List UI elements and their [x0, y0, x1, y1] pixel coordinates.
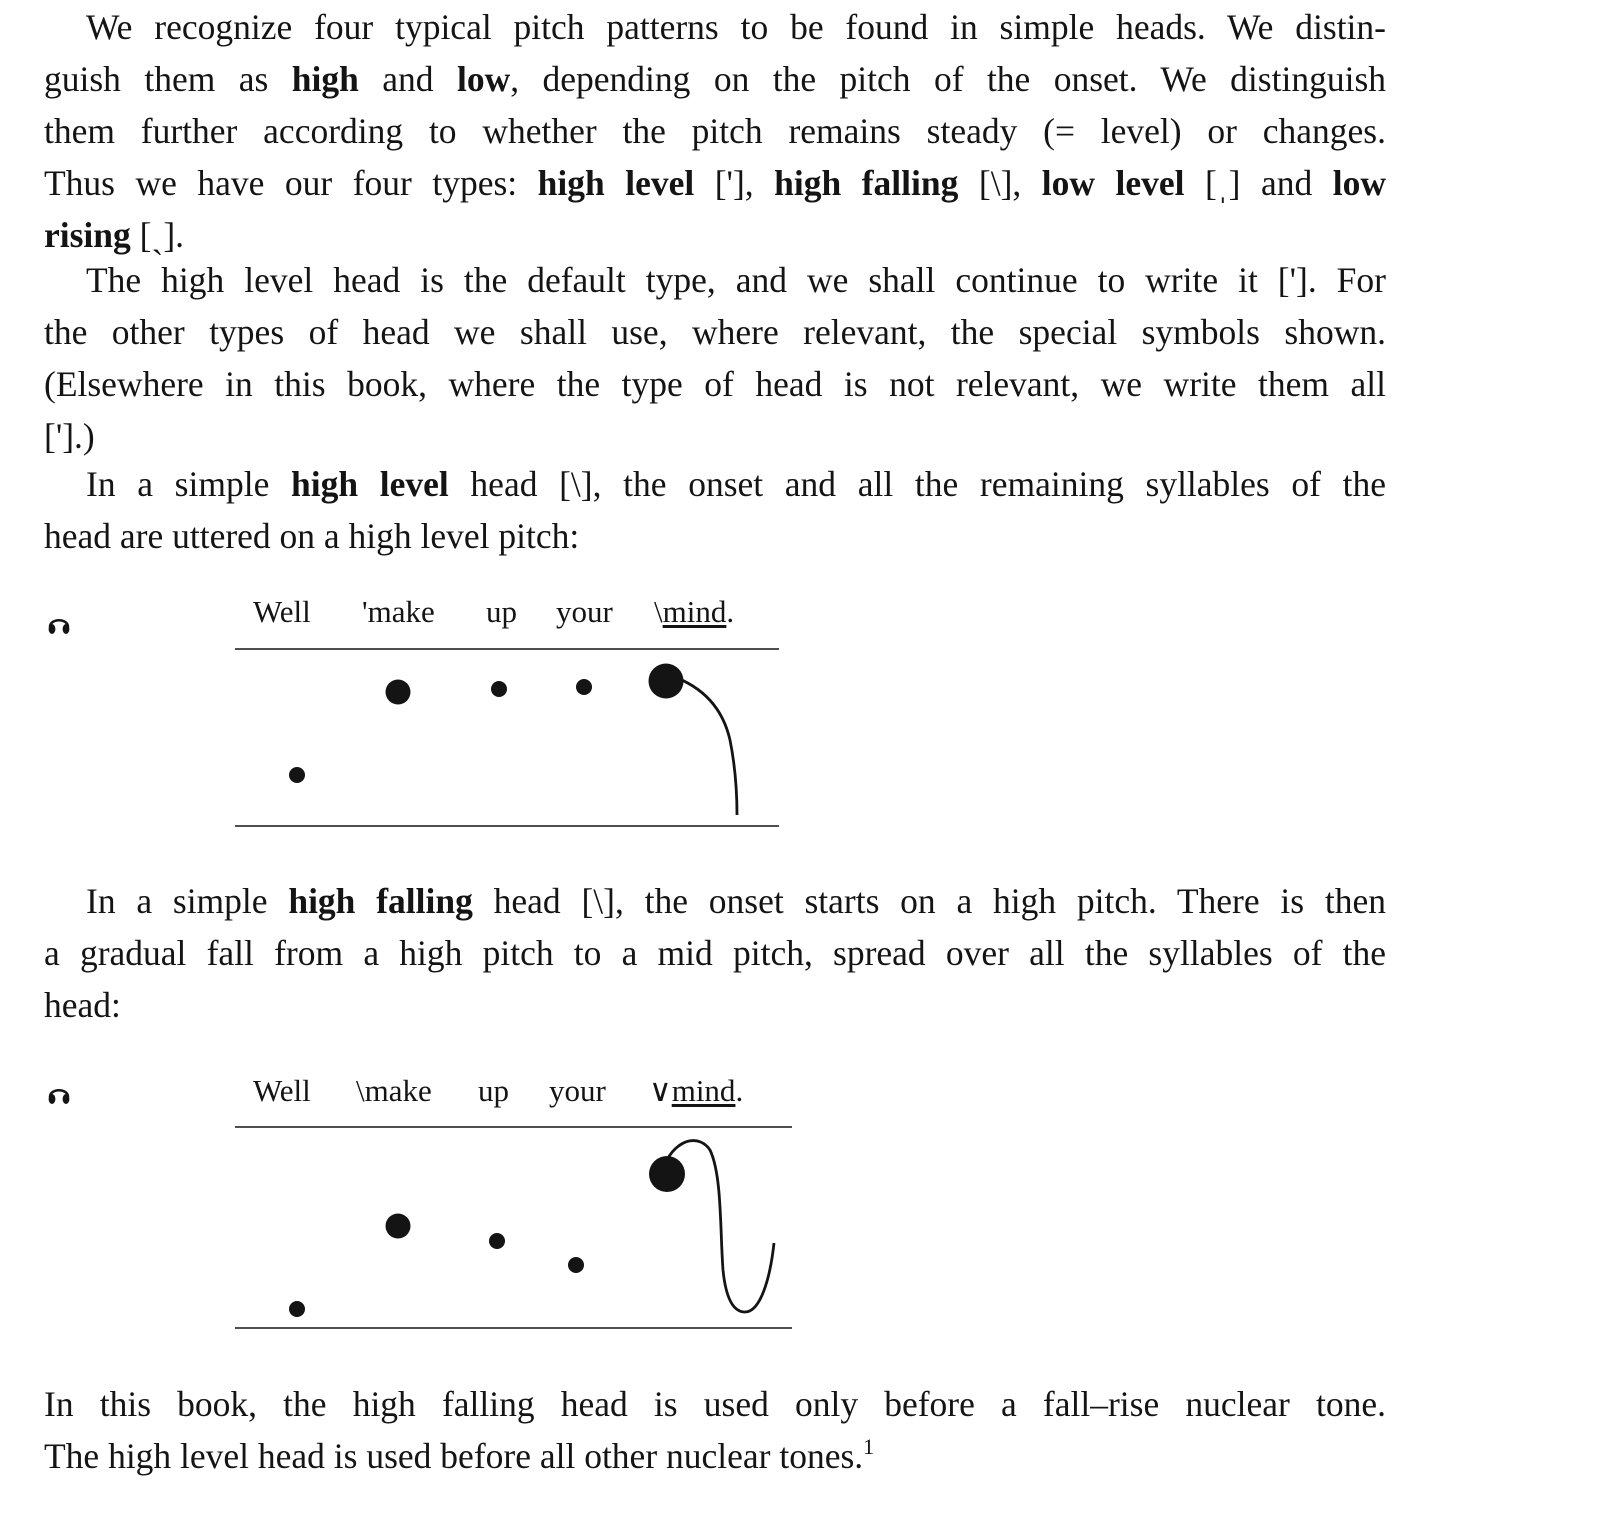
nucleus-word: [649, 1073, 743, 1109]
syllable-word: Well: [253, 1073, 311, 1108]
syllable-word: your: [556, 594, 613, 629]
text-line: a gradual fall from a high pitch to a mid pitch, spread over all the syllables of the: [44, 933, 1386, 973]
pitch-dot-unstressed: [576, 679, 592, 695]
text-line: The high level head is used before all other nuclear tones.$^1$: [44, 1434, 875, 1476]
tone-mark: \: [654, 594, 663, 629]
pitch-dot-unstressed: [489, 1233, 505, 1249]
text-line: head:: [44, 985, 121, 1025]
pitch-dot-nucleus: [649, 1156, 685, 1192]
paragraph-default-head: [44, 254, 1386, 462]
text-line: ['].): [44, 416, 95, 456]
syllable-word: 'make: [362, 594, 435, 629]
paragraph-high-level-head: [44, 458, 1386, 562]
nucleus-word: [654, 594, 734, 630]
paragraph-high-falling-head: [44, 875, 1386, 1031]
pitch-dot-unstressed: [289, 1301, 305, 1317]
pitch-dot-unstressed: [568, 1257, 584, 1273]
text-line: The high level head is the default type, and we shall continue to write it [']. For: [86, 260, 1386, 300]
text-line: the other types of head we shall use, where relevant, the special symbols shown.: [44, 312, 1386, 352]
syllable-word: up: [478, 1073, 509, 1108]
paragraph-usage-note: [44, 1378, 1386, 1482]
text-line: We recognize four typical pitch patterns to be found in simple heads. We distin-: [86, 7, 1386, 47]
nucleus-syllable: mind: [662, 594, 727, 629]
punctuation: .: [735, 1073, 744, 1108]
headphones-icon[interactable]: [46, 612, 72, 638]
punctuation: .: [726, 594, 735, 629]
pitch-dot-unstressed: [491, 681, 507, 697]
text-line: In a simple high falling head [\], the onset starts on a high pitch. There is then: [86, 881, 1386, 921]
text-line: In a simple high level head [\], the onset and all the remaining syllables of the: [86, 464, 1387, 504]
syllable-word: \make: [356, 1073, 432, 1108]
pitch-dot-nucleus: [649, 664, 684, 699]
falling-tone-curve: [672, 676, 737, 815]
text-line: rising [ˏ].: [44, 215, 185, 255]
text-line: (Elsewhere in this book, where the type of head is not relevant, we write them all: [44, 364, 1386, 404]
text-line: guish them as high and low, depending on the pitch of the onset. We distinguish: [44, 59, 1387, 99]
pitch-dot-stressed: [386, 680, 411, 705]
text-line: Thus we have our four types: high level ['], high falling [\], low level [ˌ] and low: [44, 163, 1386, 203]
syllable-word: your: [549, 1073, 606, 1108]
paragraph-pitch-patterns: [44, 1, 1386, 261]
pitch-dot-stressed: [386, 1214, 411, 1239]
pitch-dot-unstressed: [289, 767, 305, 783]
nucleus-syllable: mind: [671, 1073, 736, 1108]
text-line: In this book, the high falling head is used only before a fall–rise nuclear tone.: [44, 1384, 1386, 1424]
syllable-word: Well: [253, 594, 311, 629]
footnote-marker[interactable]: 1: [863, 1434, 875, 1459]
text-line: head are uttered on a high level pitch:: [44, 516, 580, 556]
headphones-icon[interactable]: [46, 1082, 72, 1108]
fall-rise-tone-curve: [668, 1141, 774, 1312]
syllable-word: up: [486, 594, 517, 629]
tone-mark: ∨: [649, 1073, 672, 1108]
text-line: them further according to whether the pitch remains steady (= level) or changes.: [44, 111, 1386, 151]
